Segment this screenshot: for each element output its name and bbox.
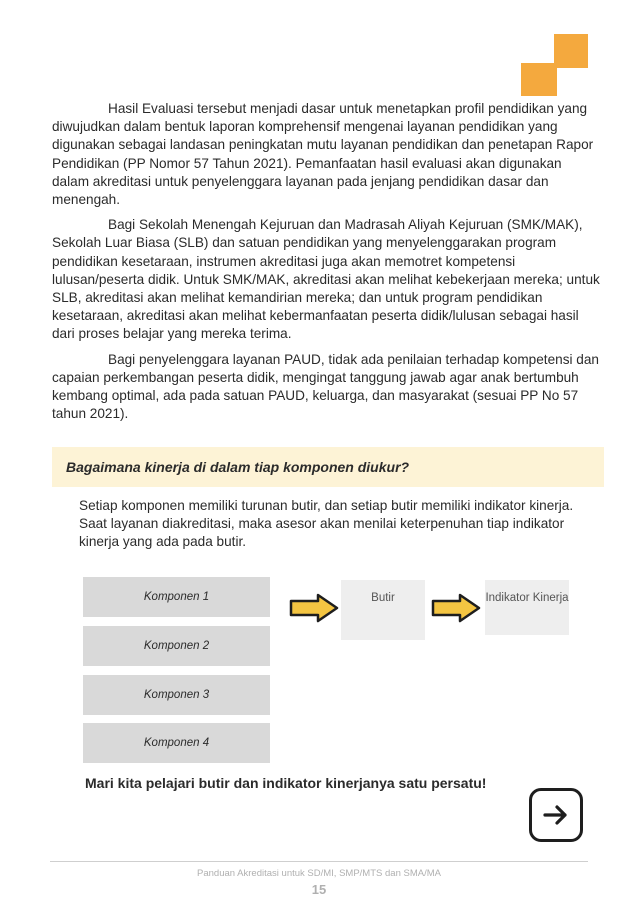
butir-label: Butir xyxy=(371,592,395,604)
body-text xyxy=(52,100,602,430)
component-1-box xyxy=(83,577,270,617)
paragraph-1: Hasil Evaluasi tersebut menjadi dasar untuk menetapkan profil pendidikan yang diwujudkan dalam bentuk laporan komprehensif mengenai layanan pendidikan yang digunakan sebagai landasan peningkatan mutu layanan pendidikan dan penetapan Rapor Pendidikan (PP Nomor 57 Tahun 2021). Pemanfaatan hasil evaluasi akan digunakan dalam akreditasi untuk penyelenggara layanan pada jenjang pendidikan dasar dan menengah. xyxy=(52,101,594,208)
component-1-label: Komponen 1 xyxy=(143,591,210,603)
arrow-right-icon xyxy=(542,803,570,827)
paragraph-3: Bagi penyelenggara layanan PAUD, tidak ada penilaian terhadap kompetensi dan capaian perkembangan peserta didik, mengingat tanggung jawab agar anak bertumbuh kembang optimal, ada pada satuan PAUD, keluarga, dan masyarakat (sesuai PP No 57 tahun 2021). xyxy=(52,351,599,422)
footer-divider xyxy=(50,861,588,862)
page-number: 15 xyxy=(311,882,327,897)
component-3-box xyxy=(83,675,270,715)
right-arrow-icon xyxy=(288,592,340,624)
butir-box xyxy=(341,580,425,640)
next-page-button[interactable] xyxy=(529,788,583,842)
component-2-label: Komponen 2 xyxy=(143,640,210,652)
intro-text: Setiap komponen memiliki turunan butir, dan setiap butir memiliki indikator kinerja. Saat layanan diakreditasi, maka asesor akan menilai keterpenuhan tiap indikator kinerja yang ada pada butir. xyxy=(79,498,574,550)
component-2-box xyxy=(83,626,270,666)
component-4-box xyxy=(83,723,270,763)
cta-text: Mari kita pelajari butir dan indikator kinerjanya satu persatu! xyxy=(85,775,487,791)
indikator-label: Indikator Kinerja xyxy=(485,592,569,604)
question-banner xyxy=(52,447,604,487)
right-arrow-icon xyxy=(430,592,482,624)
footer-text: Panduan Akreditasi untuk SD/MI, SMP/MTS dan SMA/MA xyxy=(197,868,441,879)
indikator-box xyxy=(485,580,569,635)
component-4-label: Komponen 4 xyxy=(143,737,210,749)
decor-square-bottom xyxy=(521,63,557,96)
paragraph-2: Bagi Sekolah Menengah Kejuruan dan Madrasah Aliyah Kejuruan (SMK/MAK), Sekolah Luar Biasa (SLB) dan satuan pendidikan yang menyelenggarakan program pendidikan kesetaraan, instrumen akreditasi juga akan memotret kompetensi lulusan/peserta didik. Untuk SMK/MAK, akreditasi akan melihat kebekerjaan mereka; untuk SLB, akreditasi akan melihat kemandirian mereka; dan untuk program pendidikan kesetaraan, akreditasi akan melihat kebermanfaatan peserta didik/lulusan sebagai hasil dari proses belajar yang mereka terima. xyxy=(52,217,600,342)
decor-square-top xyxy=(554,34,588,68)
component-3-label: Komponen 3 xyxy=(143,689,210,701)
question-text: Bagaimana kinerja di dalam tiap komponen diukur? xyxy=(66,459,410,475)
